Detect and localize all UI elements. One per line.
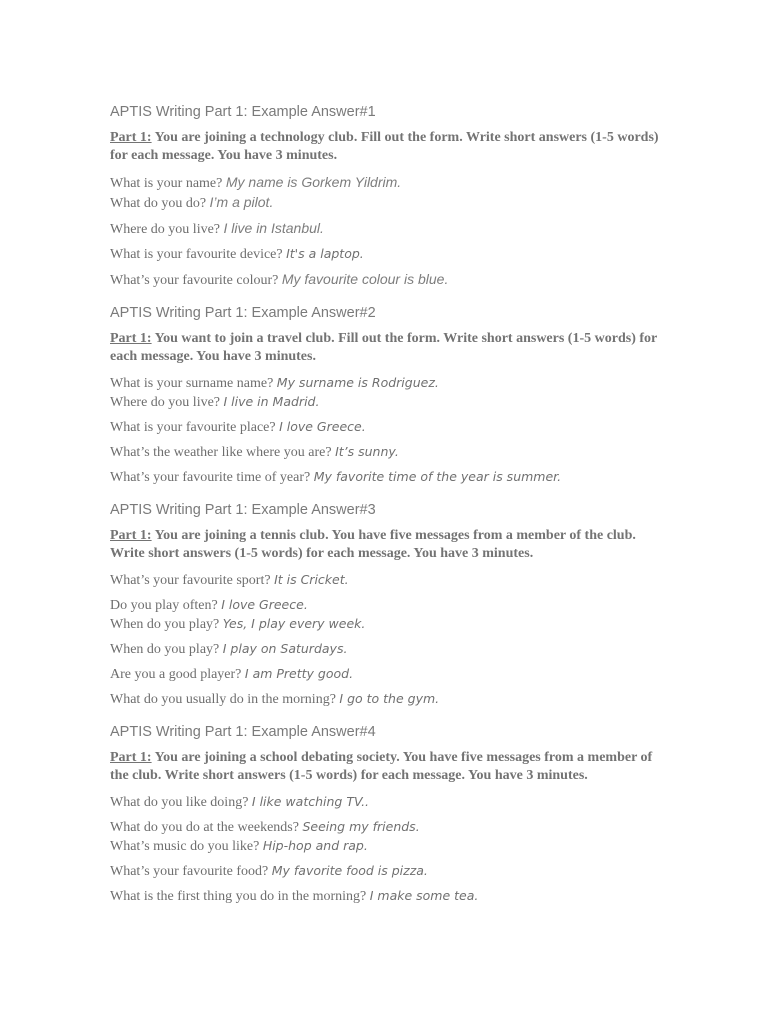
answer: I go to the gym.: [339, 691, 440, 706]
answer: I love Greece.: [279, 419, 366, 434]
question: What is the first thing you do in the morning?: [110, 889, 370, 904]
task-prompt: [110, 527, 670, 563]
qa-line: [110, 818, 670, 837]
answer: Hip-hop and rap.: [262, 838, 368, 853]
answer: My favourite colour is blue.: [281, 271, 449, 287]
qa-line: [110, 640, 670, 659]
section-heading: APTIS Writing Part 1: Example Answer#2: [110, 305, 376, 321]
answer: I play on Saturdays.: [222, 641, 348, 656]
question: What’s your favourite time of year?: [110, 470, 314, 485]
prompt-label: Part 1:: [110, 130, 152, 145]
question: What is your favourite device?: [110, 247, 287, 262]
document-body: [110, 103, 670, 920]
question: When do you play?: [110, 642, 223, 657]
section-heading: APTIS Writing Part 1: Example Answer#1: [110, 104, 376, 120]
qa-line: [110, 193, 670, 213]
prompt-text: You are joining a school debating society. You have five messages from a member of the club. Write short answers (1-5 words) for each message. You have 3 minutes.: [110, 750, 653, 783]
qa-line: [110, 596, 670, 615]
answer: I’m a pilot.: [209, 194, 274, 210]
qa-line: [110, 245, 670, 264]
qa-line: [110, 393, 670, 412]
question: What do you do?: [110, 196, 210, 211]
qa-line: [110, 270, 670, 290]
prompt-label: Part 1:: [110, 750, 152, 765]
qa-line: [110, 837, 670, 856]
example-section-2: [110, 304, 670, 487]
answer: My name is Gorkem Yildrim.: [225, 174, 402, 190]
qa-line: [110, 615, 670, 634]
answer: Yes, I play every week.: [222, 616, 366, 631]
answer: Seeing my friends.: [302, 819, 420, 834]
qa-line: [110, 793, 670, 812]
answer: I love Greece.: [221, 597, 308, 612]
qa-line: [110, 374, 670, 393]
answer: I like watching TV..: [251, 794, 370, 809]
question: What do you do at the weekends?: [110, 820, 303, 835]
task-prompt: [110, 330, 670, 366]
example-section-1: [110, 103, 670, 290]
task-prompt: [110, 129, 670, 165]
qa-line: [110, 887, 670, 906]
question: What’s your favourite colour?: [110, 273, 282, 288]
prompt-text: You want to join a travel club. Fill out the form. Write short answers (1-5 words) for each message. You have 3 minutes.: [110, 331, 657, 364]
question: Are you a good player?: [110, 667, 245, 682]
question: What’s music do you like?: [110, 839, 263, 854]
answer: It is Cricket.: [274, 572, 349, 587]
section-heading: APTIS Writing Part 1: Example Answer#4: [110, 724, 376, 740]
qa-line: [110, 862, 670, 881]
answer: It’s sunny.: [335, 444, 399, 459]
qa-line: [110, 219, 670, 239]
prompt-text: You are joining a tennis club. You have five messages from a member of the club. Write short answers (1-5 words) for each message. You have 3 minutes.: [110, 528, 636, 561]
prompt-text: You are joining a technology club. Fill out the form. Write short answers (1-5 words) for each message. You have 3 minutes.: [110, 130, 659, 163]
question: What is your favourite place?: [110, 420, 280, 435]
question: When do you play?: [110, 617, 223, 632]
qa-line: [110, 665, 670, 684]
question: What is your name?: [110, 176, 226, 191]
example-section-3: [110, 501, 670, 709]
answer: My favorite time of the year is summer.: [313, 469, 562, 484]
question: What’s your favourite sport?: [110, 573, 275, 588]
qa-line: [110, 571, 670, 590]
question: What do you like doing?: [110, 795, 252, 810]
qa-line: [110, 418, 670, 437]
answer: I live in Madrid.: [223, 394, 320, 409]
answer: It's a laptop.: [286, 246, 364, 261]
prompt-label: Part 1:: [110, 331, 152, 346]
qa-line: [110, 173, 670, 193]
question: Where do you live?: [110, 222, 224, 237]
answer: My surname is Rodriguez.: [276, 375, 439, 390]
section-heading: APTIS Writing Part 1: Example Answer#3: [110, 502, 376, 518]
answer: I make some tea.: [369, 888, 479, 903]
qa-line: [110, 443, 670, 462]
question: What’s your favourite food?: [110, 864, 272, 879]
question: Do you play often?: [110, 598, 222, 613]
task-prompt: [110, 749, 670, 785]
question: What is your surname name?: [110, 376, 277, 391]
question: What do you usually do in the morning?: [110, 692, 340, 707]
qa-line: [110, 690, 670, 709]
prompt-label: Part 1:: [110, 528, 152, 543]
question: Where do you live?: [110, 395, 224, 410]
answer: I am Pretty good.: [244, 666, 354, 681]
question: What’s the weather like where you are?: [110, 445, 336, 460]
example-section-4: [110, 723, 670, 906]
qa-line: [110, 468, 670, 487]
answer: I live in Istanbul.: [223, 220, 324, 236]
answer: My favorite food is pizza.: [271, 863, 428, 878]
